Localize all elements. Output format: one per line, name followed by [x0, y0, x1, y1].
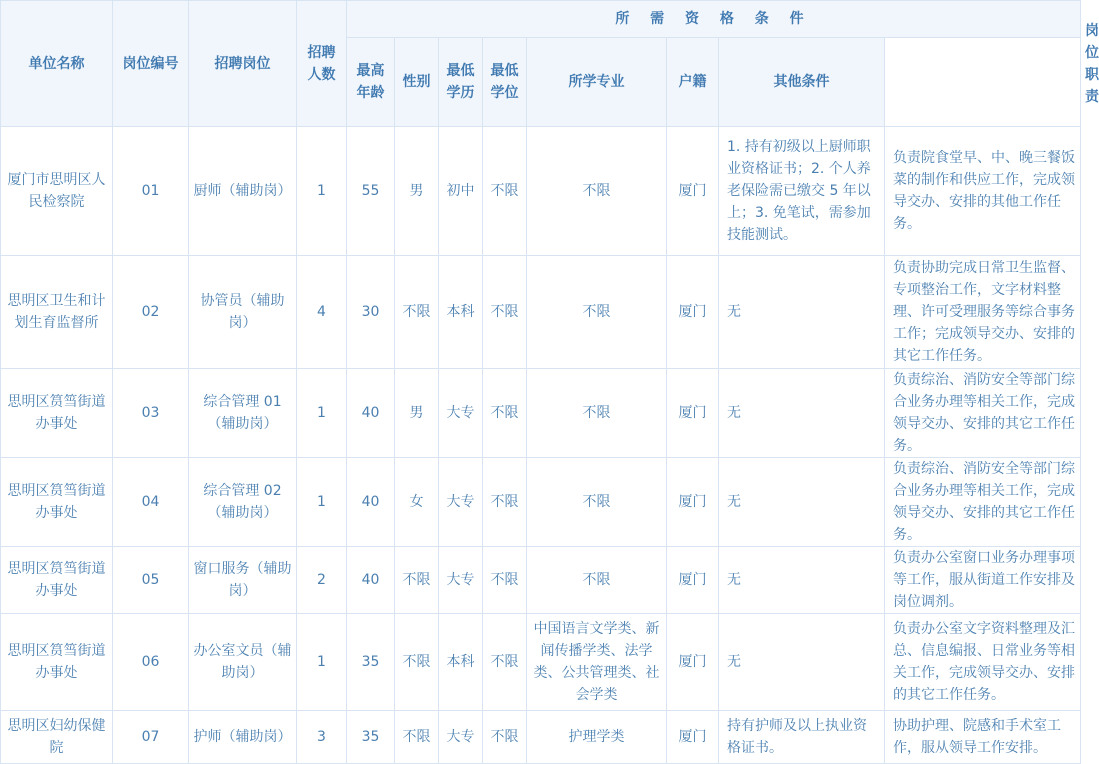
header-gender: 性别	[395, 38, 439, 127]
cell-hukou: 厦门	[667, 547, 719, 614]
cell-gender: 男	[395, 369, 439, 458]
cell-duty: 负责综治、消防安全等部门综合业务办理等相关工作，完成领导交办、安排的其它工作任务。	[885, 369, 1081, 458]
cell-num: 1	[297, 127, 347, 256]
cell-unit: 思明区筼筜街道办事处	[1, 614, 113, 711]
cell-gender: 不限	[395, 711, 439, 764]
cell-other: 无	[719, 614, 885, 711]
cell-edu: 大专	[439, 369, 483, 458]
table-row	[1, 369, 1081, 458]
table-row	[1, 614, 1081, 711]
cell-post: 窗口服务（辅助岗）	[189, 547, 297, 614]
header-other: 其他条件	[719, 38, 885, 127]
cell-duty: 负责综治、消防安全等部门综合业务办理等相关工作，完成领导交办、安排的其它工作任务。	[885, 458, 1081, 547]
cell-num: 1	[297, 369, 347, 458]
cell-age: 55	[347, 127, 395, 256]
cell-age: 35	[347, 711, 395, 764]
cell-unit: 思明区筼筜街道办事处	[1, 369, 113, 458]
cell-post: 厨师（辅助岗）	[189, 127, 297, 256]
cell-post: 综合管理 02（辅助岗）	[189, 458, 297, 547]
cell-age: 30	[347, 256, 395, 369]
header-age: 最高年龄	[347, 38, 395, 127]
cell-gender: 男	[395, 127, 439, 256]
cell-duty: 负责办公室文字资料整理及汇总、信息编报、日常业务等相关工作，完成领导交办、安排的其它工作任务。	[885, 614, 1081, 711]
header-code: 岗位编号	[113, 1, 189, 127]
cell-post: 办公室文员（辅助岗）	[189, 614, 297, 711]
cell-degree: 不限	[483, 458, 527, 547]
cell-edu: 大专	[439, 547, 483, 614]
header-qualifications: 所 需 资 格 条 件	[347, 1, 1081, 38]
cell-duty: 负责院食堂早、中、晚三餐饭菜的制作和供应工作，完成领导交办、安排的其他工作任务。	[885, 127, 1081, 256]
cell-gender: 女	[395, 458, 439, 547]
cell-code: 01	[113, 127, 189, 256]
table-row	[1, 547, 1081, 614]
header-degree: 最低学位	[483, 38, 527, 127]
cell-post: 协管员（辅助岗）	[189, 256, 297, 369]
cell-code: 02	[113, 256, 189, 369]
cell-degree: 不限	[483, 547, 527, 614]
cell-num: 1	[297, 458, 347, 547]
cell-degree: 不限	[483, 369, 527, 458]
cell-hukou: 厦门	[667, 369, 719, 458]
header-major: 所学专业	[527, 38, 667, 127]
cell-age: 35	[347, 614, 395, 711]
cell-duty: 负责办公室窗口业务办理事项等工作，服从街道工作安排及岗位调剂。	[885, 547, 1081, 614]
cell-hukou: 厦门	[667, 458, 719, 547]
header-num: 招聘人数	[297, 1, 347, 127]
cell-duty: 协助护理、院感和手术室工作，服从领导工作安排。	[885, 711, 1081, 764]
cell-hukou: 厦门	[667, 256, 719, 369]
cell-age: 40	[347, 369, 395, 458]
cell-major: 护理学类	[527, 711, 667, 764]
table-row	[1, 256, 1081, 369]
cell-code: 06	[113, 614, 189, 711]
cell-degree: 不限	[483, 256, 527, 369]
cell-unit: 思明区卫生和计划生育监督所	[1, 256, 113, 369]
cell-other: 无	[719, 256, 885, 369]
header-hukou: 户籍	[667, 38, 719, 127]
cell-degree: 不限	[483, 614, 527, 711]
header-unit: 单位名称	[1, 1, 113, 127]
cell-degree: 不限	[483, 127, 527, 256]
table-row	[1, 127, 1081, 256]
cell-unit: 厦门市思明区人民检察院	[1, 127, 113, 256]
cell-edu: 本科	[439, 614, 483, 711]
cell-age: 40	[347, 458, 395, 547]
cell-other: 持有护师及以上执业资格证书。	[719, 711, 885, 764]
cell-gender: 不限	[395, 547, 439, 614]
cell-post: 综合管理 01（辅助岗）	[189, 369, 297, 458]
cell-num: 4	[297, 256, 347, 369]
cell-hukou: 厦门	[667, 711, 719, 764]
cell-major: 不限	[527, 369, 667, 458]
cell-unit: 思明区妇幼保健院	[1, 711, 113, 764]
header-edu: 最低学历	[439, 38, 483, 127]
cell-gender: 不限	[395, 614, 439, 711]
cell-duty: 负责协助完成日常卫生监督、专项整治工作，文字材料整理、许可受理服务等综合事务工作；完成领导交办、安排的其它工作任务。	[885, 256, 1081, 369]
cell-edu: 本科	[439, 256, 483, 369]
cell-hukou: 厦门	[667, 127, 719, 256]
header-post: 招聘岗位	[189, 1, 297, 127]
cell-code: 07	[113, 711, 189, 764]
cell-major: 不限	[527, 458, 667, 547]
cell-other: 1. 持有初级以上厨师职业资格证书；2. 个人养老保险需已缴交 5 年以上；3. 免笔试，需参加技能测试。	[719, 127, 885, 256]
cell-major: 不限	[527, 127, 667, 256]
cell-post: 护师（辅助岗）	[189, 711, 297, 764]
cell-edu: 大专	[439, 458, 483, 547]
header-row-top: 单位名称 岗位编号 招聘岗位 招聘人数 所 需 资 格 条 件 岗位职责	[1, 1, 1081, 38]
cell-other: 无	[719, 547, 885, 614]
cell-age: 40	[347, 547, 395, 614]
cell-num: 1	[297, 614, 347, 711]
cell-edu: 大专	[439, 711, 483, 764]
cell-edu: 初中	[439, 127, 483, 256]
table-row	[1, 458, 1081, 547]
cell-code: 03	[113, 369, 189, 458]
cell-major: 不限	[527, 547, 667, 614]
cell-hukou: 厦门	[667, 614, 719, 711]
table-row	[1, 711, 1081, 764]
cell-unit: 思明区筼筜街道办事处	[1, 547, 113, 614]
cell-gender: 不限	[395, 256, 439, 369]
cell-major: 中国语言文学类、新闻传播学类、法学类、公共管理类、社会学类	[527, 614, 667, 711]
cell-num: 3	[297, 711, 347, 764]
cell-num: 2	[297, 547, 347, 614]
cell-code: 04	[113, 458, 189, 547]
cell-code: 05	[113, 547, 189, 614]
cell-major: 不限	[527, 256, 667, 369]
cell-degree: 不限	[483, 711, 527, 764]
cell-other: 无	[719, 369, 885, 458]
cell-unit: 思明区筼筜街道办事处	[1, 458, 113, 547]
cell-other: 无	[719, 458, 885, 547]
